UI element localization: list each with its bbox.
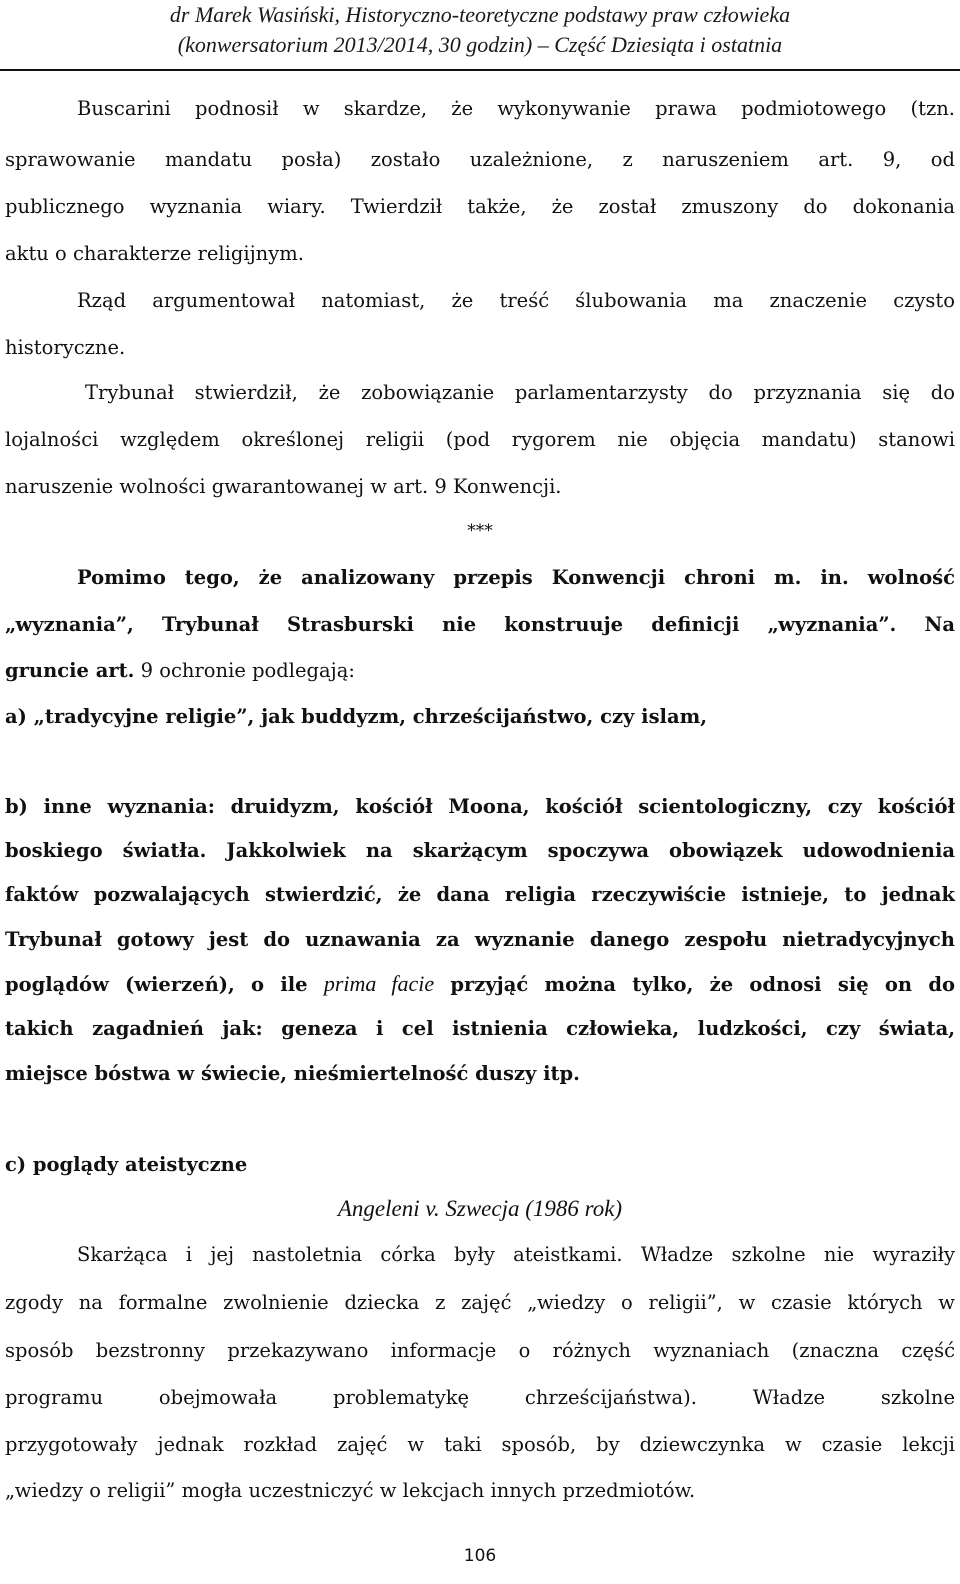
item-a: a) „tradycyjne religie”, jak buddyzm, chrześcijaństwo, czy islam, [5, 705, 708, 728]
p4-line-3-rest: 9 ochronie podlegają: [134, 659, 355, 682]
page-number: 106 [463, 1546, 497, 1566]
p2-line-2: historyczne. [5, 336, 126, 359]
prima-facie-term: prima facie [323, 971, 435, 996]
item-b-line-6: takich zagadnień jak: geneza i cel istnienia człowieka, ludzkości, czy świata, [5, 1017, 955, 1040]
p5-line-1: Skarżąca i jej nastoletnia córka były ateistkami. Władze szkolne nie wyraziły [77, 1243, 955, 1266]
item-b-line-1: b) inne wyznania: druidyzm, kościół Moona, kościół scientologiczny, czy kościół [5, 795, 955, 818]
p2-line-1: Rząd argumentował natomiast, że treść ślubowania ma znaczenie czysto [77, 289, 955, 312]
p5-line-3: sposób bezstronny przekazywano informacje o różnych wyznaniach (znaczna część [5, 1339, 955, 1362]
case-title: Angeleni v. Szwecja (1986 rok) [337, 1196, 623, 1221]
item-b-line-2: boskiego światła. Jakkolwiek na skarżącym spoczywa obowiązek udowodnienia [5, 839, 955, 862]
p5-line-6: „wiedzy o religii” mogła uczestniczyć w lekcjach innych przedmiotów. [5, 1479, 696, 1502]
item-b-line-5 [5, 969, 955, 1000]
p5-line-4: programu obejmowała problematykę chrześcijaństwa). Władze szkolne [5, 1386, 955, 1409]
header-author-title: dr Marek Wasiński, Historyczno-teoretyczne podstawy praw człowieka [169, 2, 791, 27]
running-header [0, 0, 960, 72]
p3-line-3: naruszenie wolności gwarantowanej w art. 9 Konwencji. [5, 475, 562, 498]
p4-line-2: „wyznania”, Trybunał Strasburski nie konstruuje definicji „wyznania”. Na [5, 613, 955, 636]
p4-line-1: Pomimo tego, że analizowany przepis Konwencji chroni m. in. wolność [77, 566, 955, 589]
item-c: c) poglądy ateistyczne [5, 1153, 248, 1176]
item-b-line-4: Trybunał gotowy jest do uznawania za wyznanie danego zespołu nietradycyjnych [5, 928, 955, 951]
p1-line-1: Buscarini podnosił w skardze, że wykonywanie prawa podmiotowego (tzn. [77, 97, 955, 120]
section-separator: *** [467, 521, 493, 541]
p3-line-1: Trybunał stwierdził, że zobowiązanie parlamentarzysty do przyznania się do [85, 381, 955, 404]
p4-line-3-bold: gruncie art. [5, 659, 135, 682]
p5-line-5: przygotowały jednak rozkład zajęć w taki sposób, by dziewczynka w czasie lekcji [5, 1433, 955, 1456]
p4-line-3 [5, 656, 955, 686]
p3-line-2: lojalności względem określonej religii (pod rygorem nie objęcia mandatu) stanowi [5, 428, 955, 451]
p5-line-2: zgody na formalne zwolnienie dziecka z zajęć „wiedzy o religii”, w czasie których w [5, 1291, 955, 1314]
p1-line-3: publicznego wyznania wiary. Twierdził także, że został zmuszony do dokonania [5, 195, 955, 218]
p1-line-4: aktu o charakterze religijnym. [5, 242, 304, 265]
item-b-line-3: faktów pozwalających stwierdzić, że dana religia rzeczywiście istnieje, to jednak [5, 883, 955, 906]
item-b-line-5-before: poglądów (wierzeń), o ile [5, 973, 324, 996]
p1-line-2: sprawowanie mandatu posła) zostało uzależnione, z naruszeniem art. 9, od [5, 148, 955, 171]
item-b-line-7: miejsce bóstwa w świecie, nieśmiertelność duszy itp. [5, 1062, 580, 1085]
header-rule [0, 69, 960, 71]
item-b-line-5-after: przyjąć można tylko, że odnosi się on do [434, 973, 955, 996]
header-course-info: (konwersatorium 2013/2014, 30 godzin) – Część Dziesiąta i ostatnia [177, 32, 783, 57]
